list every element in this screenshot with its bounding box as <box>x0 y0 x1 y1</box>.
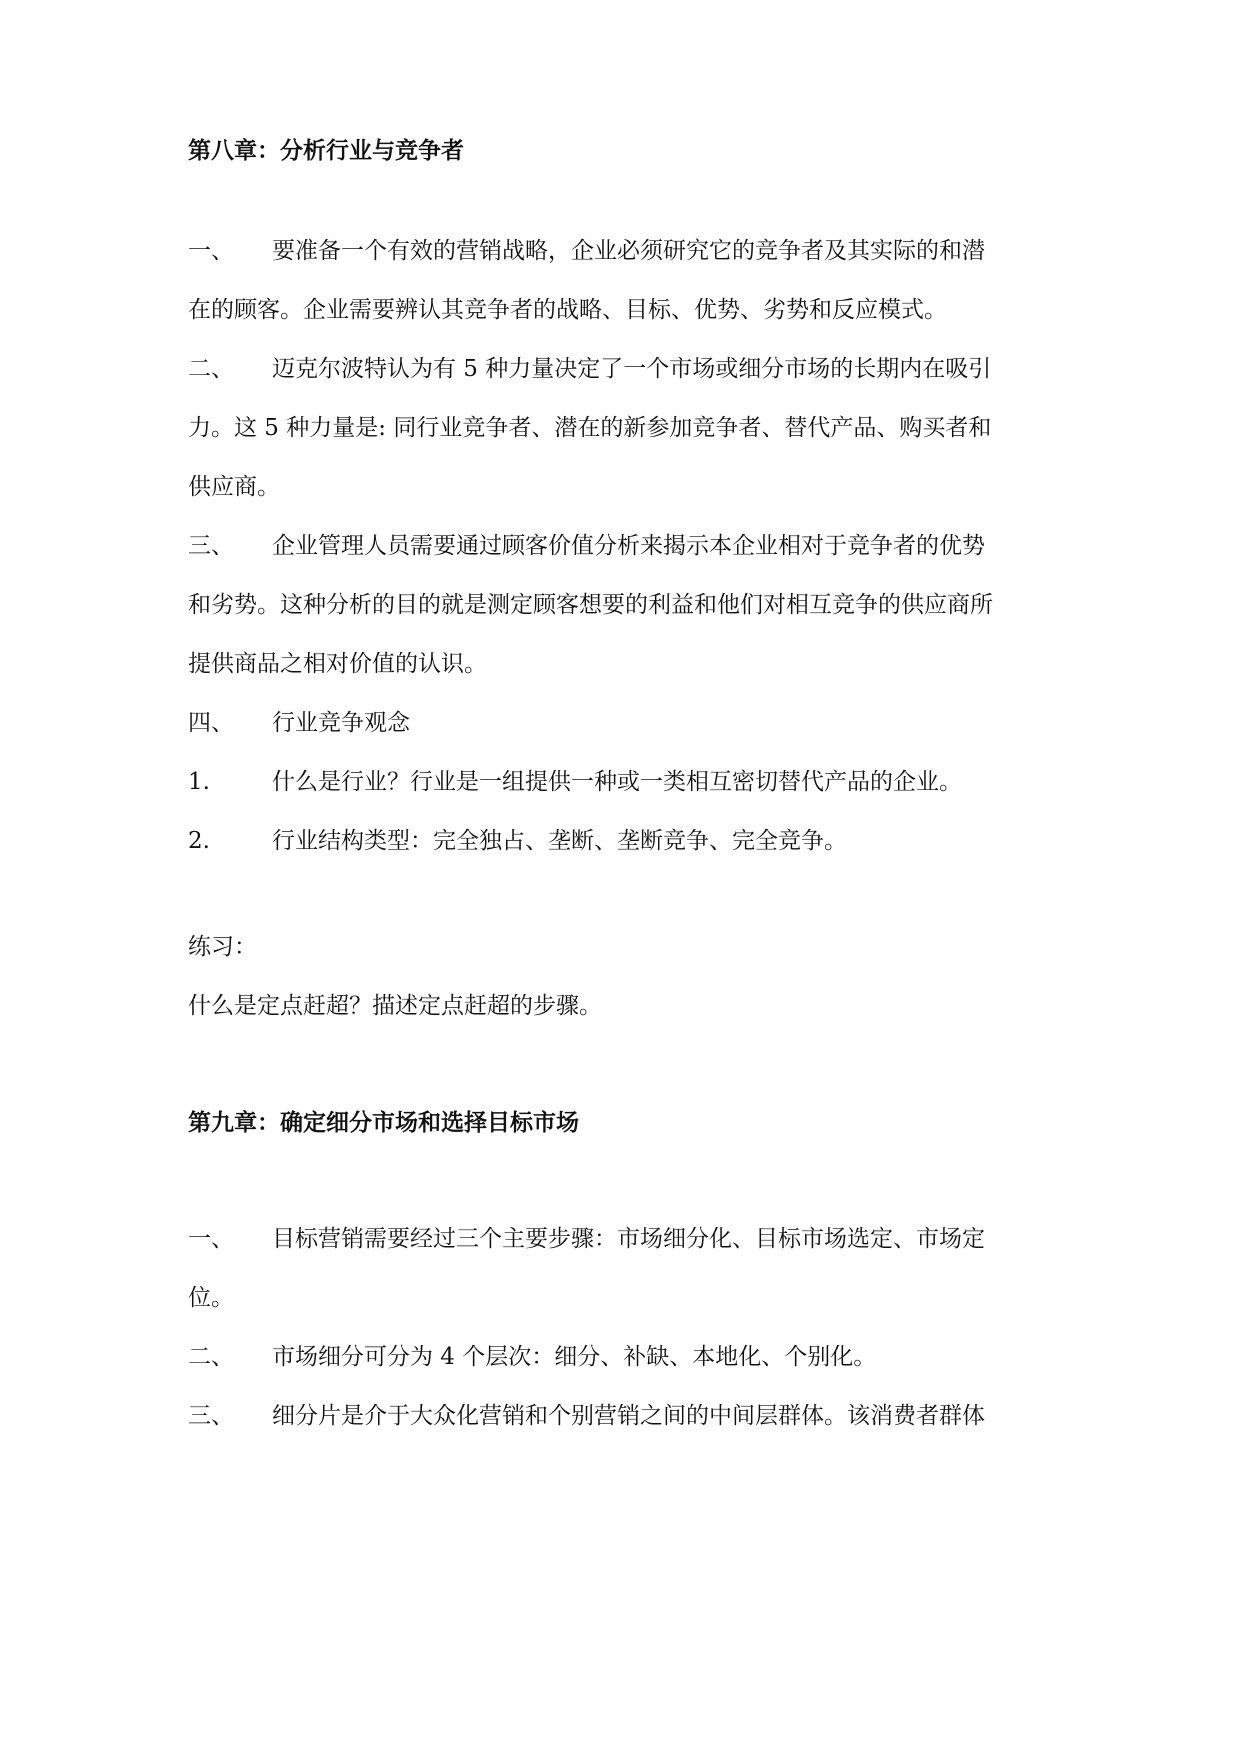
chapter-8-title: 第八章：分析行业与竞争者 <box>188 138 464 164</box>
ch8-item-4-line-1 <box>188 708 410 738</box>
ch9-item-1-line-2: 位。 <box>188 1285 234 1311</box>
ch9-item-1-line-1 <box>188 1224 985 1254</box>
ch9-item-3-text-1: 细分片是介于大众化营销和个别营销之间的中间层群体。该消费者群体 <box>272 1403 985 1429</box>
ch8-subitem-2-marker: 2. <box>188 828 210 854</box>
ch9-item-1-text-1: 目标营销需要经过三个主要步骤：市场细分化、目标市场选定、市场定 <box>272 1226 985 1252</box>
ch8-item-3-marker: 三、 <box>188 533 234 559</box>
ch9-item-2-marker: 二、 <box>188 1344 234 1370</box>
ch8-item-4-text-1: 行业竞争观念 <box>272 710 410 736</box>
ch8-item-1-text-1: 要准备一个有效的营销战略，企业必须研究它的竞争者及其实际的和潜 <box>272 238 985 264</box>
ch8-item-1-line-2: 在的顾客。企业需要辨认其竞争者的战略、目标、优势、劣势和反应模式。 <box>188 297 947 323</box>
ch8-item-4-marker: 四、 <box>188 710 234 736</box>
ch8-item-2-marker: 二、 <box>188 356 234 382</box>
chapter-9-title: 第九章：确定细分市场和选择目标市场 <box>188 1110 579 1136</box>
ch8-item-2-line-2: 力。这 5 种力量是: 同行业竞争者、潜在的新参加竞争者、替代产品、购买者和 <box>188 415 992 441</box>
exercise-label: 练习： <box>188 934 257 960</box>
exercise-text: 什么是定点赶超？描述定点赶超的步骤。 <box>188 993 602 1019</box>
ch8-item-3-line-1 <box>188 531 985 561</box>
ch8-subitem-1-marker: 1. <box>188 769 210 795</box>
ch8-item-3-text-1: 企业管理人员需要通过顾客价值分析来揭示本企业相对于竞争者的优势 <box>272 533 985 559</box>
ch9-item-3-marker: 三、 <box>188 1403 234 1429</box>
ch8-item-3-line-3: 提供商品之相对价值的认识。 <box>188 651 487 677</box>
ch8-subitem-2 <box>188 826 847 856</box>
ch8-item-1-line-1 <box>188 236 985 266</box>
ch8-item-1-marker: 一、 <box>188 238 234 264</box>
ch8-subitem-2-text: 行业结构类型：完全独占、垄断、垄断竞争、完全竞争。 <box>272 828 847 854</box>
ch8-subitem-1-text: 什么是行业？行业是一组提供一种或一类相互密切替代产品的企业。 <box>272 769 962 795</box>
ch8-item-2-text-1: 迈克尔波特认为有 5 种力量决定了一个市场或细分市场的长期内在吸引 <box>272 356 992 382</box>
ch8-item-2-line-3: 供应商。 <box>188 474 280 500</box>
ch9-item-2-line-1 <box>188 1342 876 1372</box>
ch9-item-3-line-1 <box>188 1401 985 1431</box>
ch8-item-2-line-1 <box>188 354 991 384</box>
ch8-item-3-line-2: 和劣势。这种分析的目的就是测定顾客想要的利益和他们对相互竞争的供应商所 <box>188 592 993 618</box>
ch9-item-1-marker: 一、 <box>188 1226 234 1252</box>
ch9-item-2-text-1: 市场细分可分为 4 个层次：细分、补缺、本地化、个别化。 <box>272 1344 877 1370</box>
ch8-subitem-1 <box>188 767 962 797</box>
